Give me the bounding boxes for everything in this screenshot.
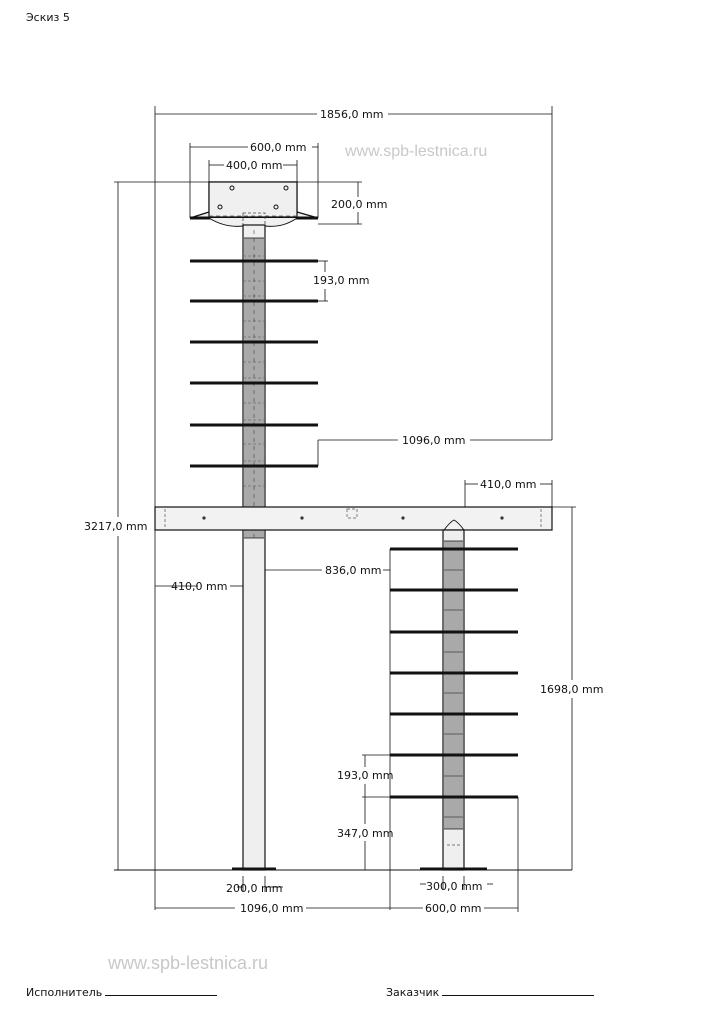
dim-platform-width: 600,0 mm (250, 141, 307, 154)
dim-right-base: 300,0 mm (426, 880, 483, 893)
dim-upper-step-pitch: 193,0 mm (313, 274, 370, 287)
dim-upper-flight-span: 1096,0 mm (402, 434, 466, 447)
dim-post-distance: 836,0 mm (325, 564, 382, 577)
middle-beam (155, 507, 552, 530)
executor-label: Исполнитель (26, 986, 103, 999)
dim-lower-step-pitch: 193,0 mm (337, 769, 394, 782)
customer-signature-line (442, 984, 594, 996)
right-stringer (420, 530, 487, 870)
upper-platform (190, 182, 318, 226)
executor-signature-line (105, 984, 217, 996)
dim-bottom-left-span: 1096,0 mm (240, 902, 304, 915)
watermark-bottom: www.spb-lestnica.ru (108, 953, 269, 973)
dim-lower-first-step: 347,0 mm (337, 827, 394, 840)
dim-total-width: 1856,0 mm (320, 108, 384, 121)
dim-platform-inner-width: 400,0 mm (226, 159, 283, 172)
dim-bottom-right-span: 600,0 mm (425, 902, 482, 915)
dim-total-height: 3217,0 mm (84, 520, 148, 533)
dim-lower-offset: 410,0 mm (480, 478, 537, 491)
executor-signature (26, 984, 217, 999)
dim-platform-height: 200,0 mm (331, 198, 388, 211)
customer-label: Заказчик (386, 986, 440, 999)
dim-left-post-offset: 410,0 mm (171, 580, 228, 593)
dim-lower-flight-height: 1698,0 mm (540, 683, 604, 696)
customer-signature (386, 984, 594, 999)
left-stringer (232, 225, 276, 870)
sketch-title: Эскиз 5 (26, 11, 70, 24)
watermark-top: www.spb-lestnica.ru (345, 143, 488, 160)
dim-left-base: 200,0 mm (226, 882, 283, 895)
